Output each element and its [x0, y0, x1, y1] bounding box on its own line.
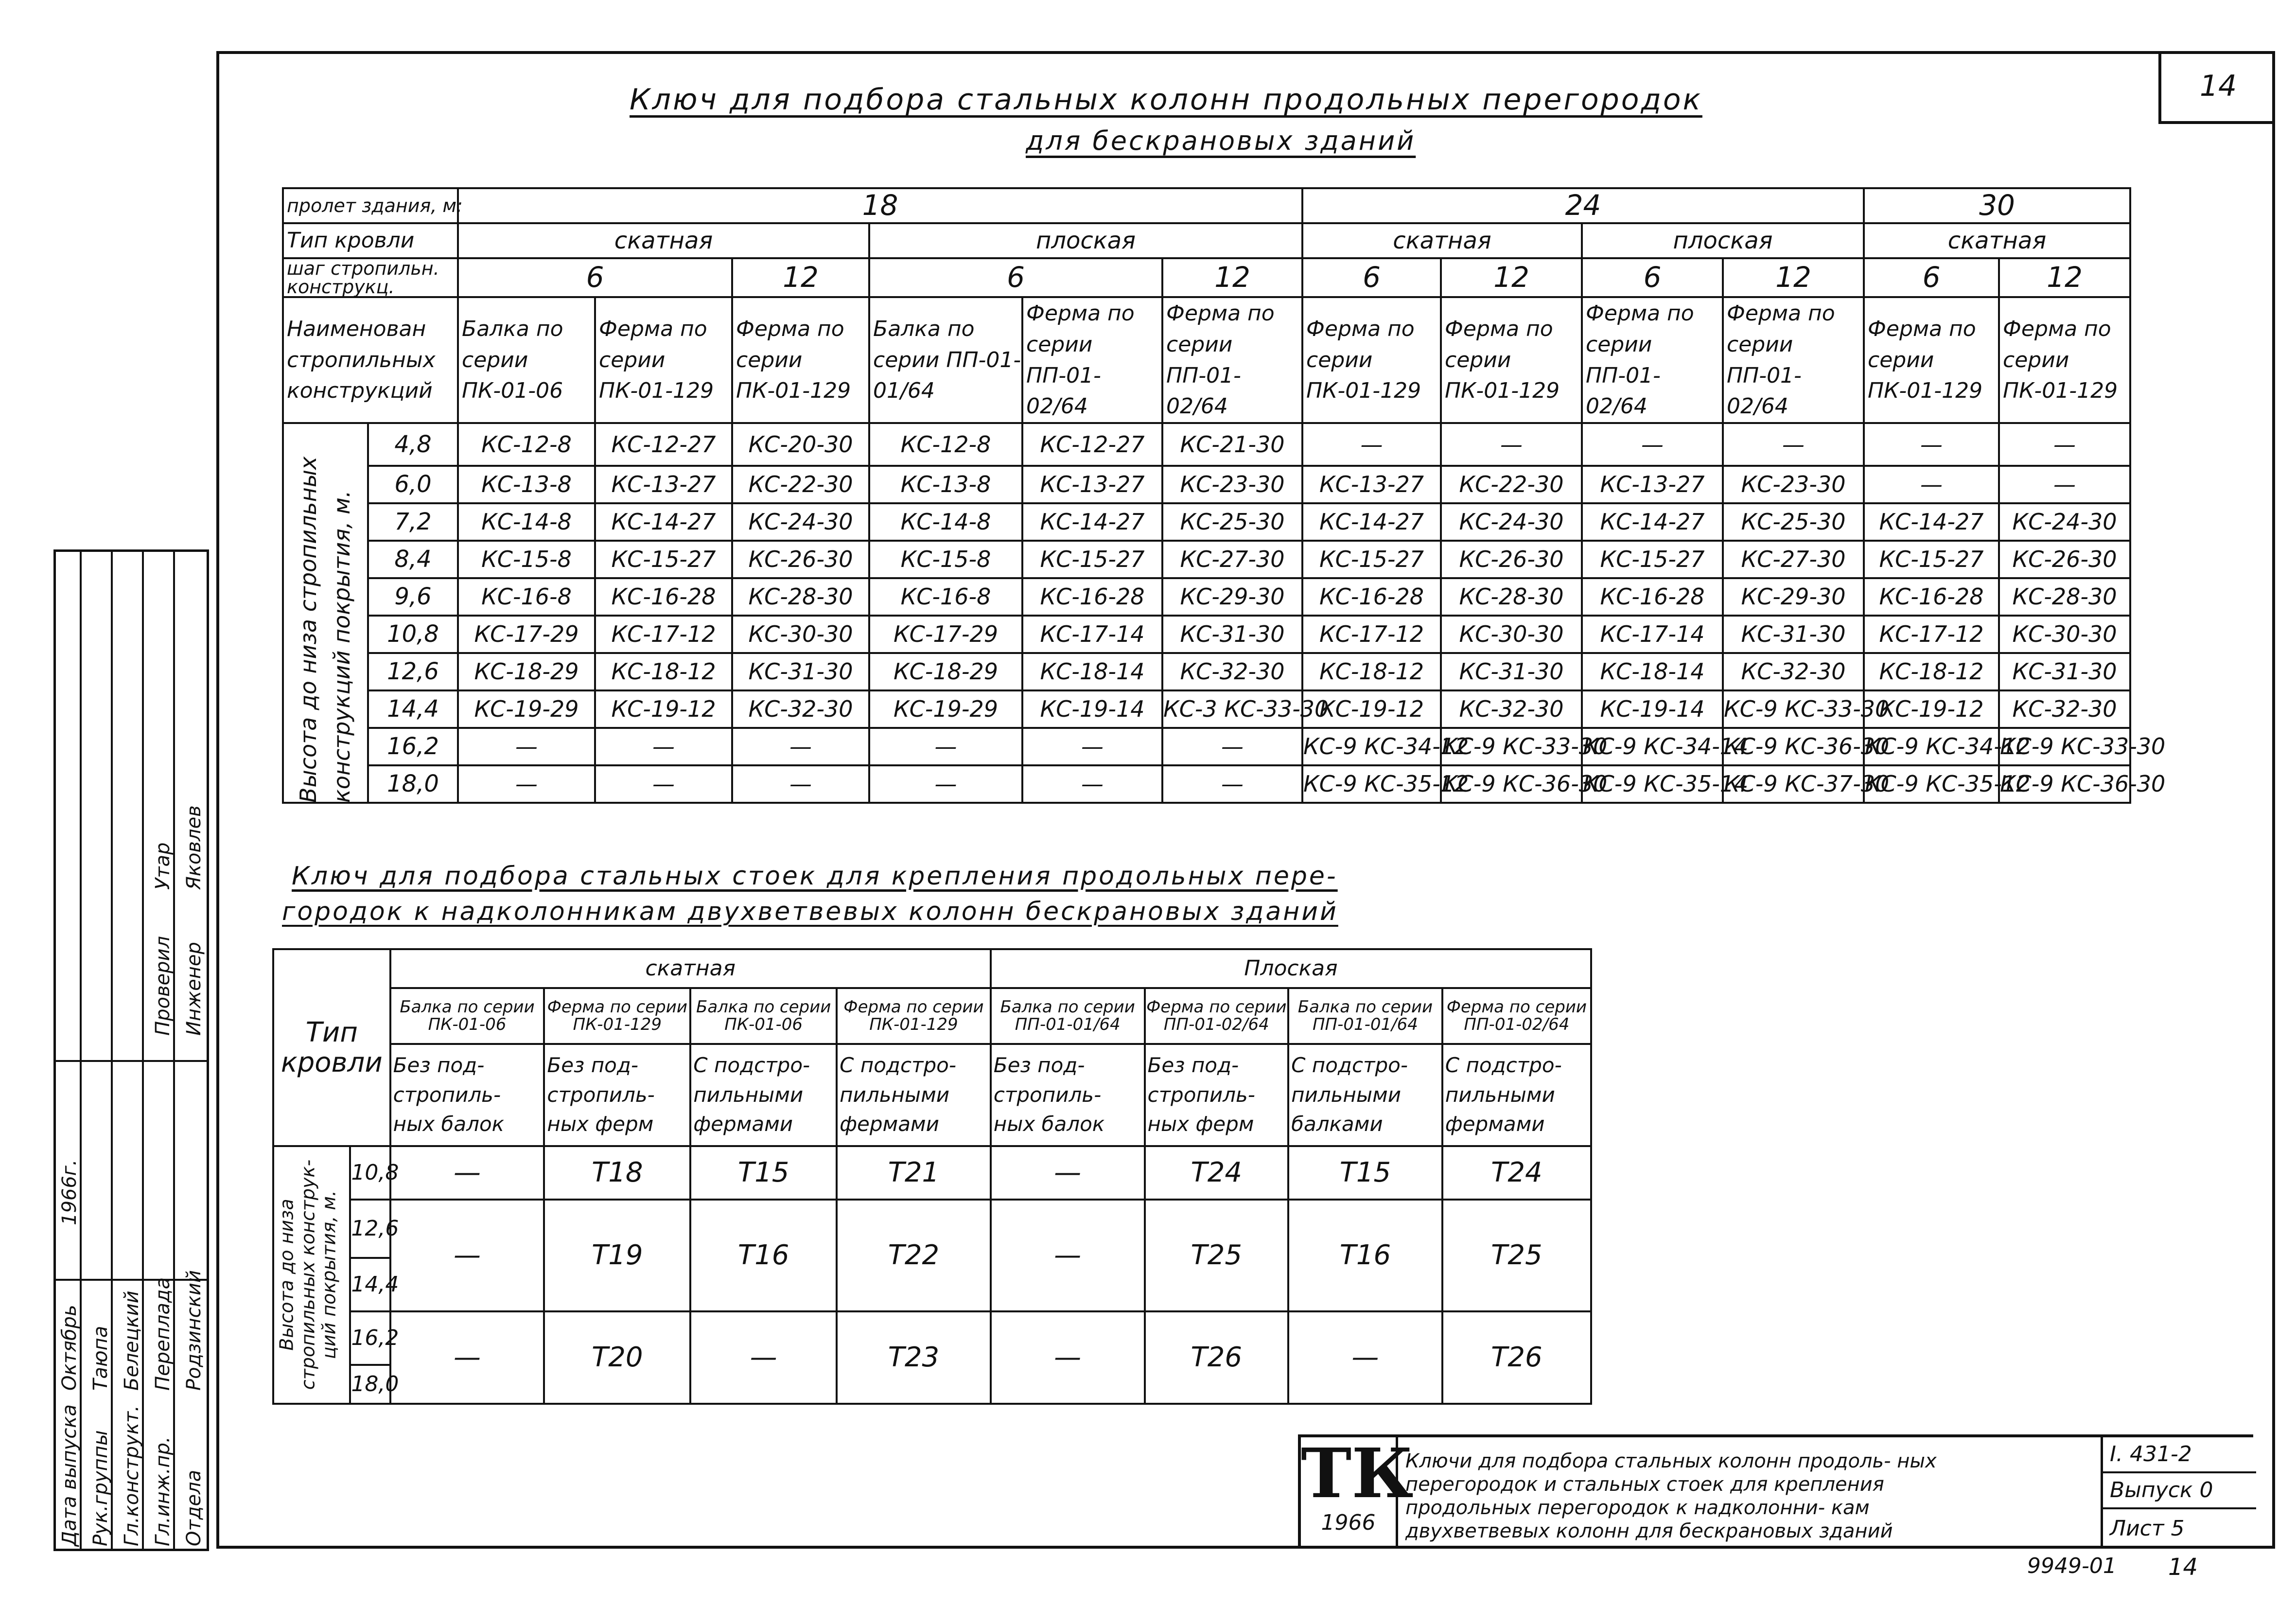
- step-cell: 12: [1441, 258, 1582, 297]
- column-mark-cell: КС-26-30: [732, 541, 869, 578]
- stamp-line: Отдела: [183, 1469, 205, 1546]
- column-mark-cell: КС-16-28: [595, 578, 732, 616]
- post-cell: Т20: [544, 1311, 690, 1404]
- height-cell: 18,0: [350, 1365, 390, 1404]
- desc-cell: Без под- стропиль- ных балок: [991, 1044, 1145, 1146]
- column-mark-cell: КС-22-30: [1441, 466, 1582, 503]
- column-mark-cell: КС-19-29: [869, 690, 1022, 728]
- sheet-number: Лист 5: [2110, 1516, 2185, 1541]
- series-cell: Ферма по серии ПП-01-02/64: [1145, 988, 1289, 1044]
- post-cell: —: [690, 1311, 837, 1404]
- column-mark-cell: —: [1022, 728, 1162, 765]
- stamp-line: Рук.группы: [89, 1430, 112, 1546]
- structure-name: Ферма по серии ПП-01-02/64: [1723, 297, 1864, 423]
- post-cell: Т26: [1145, 1311, 1289, 1404]
- column-mark-cell: КС-31-30: [1441, 653, 1582, 690]
- column-mark-cell: КС-18-14: [1582, 653, 1723, 690]
- column-mark-cell: КС-31-30: [1723, 616, 1864, 653]
- step-header: шаг стропильн. конструкц.: [283, 258, 458, 297]
- structure-name: Ферма по серии ПК-01-129: [1999, 297, 2130, 423]
- post-cell: —: [991, 1311, 1145, 1404]
- series-cell: Балка по серии ПК-01-06: [690, 988, 837, 1044]
- column-mark-cell: КС-22-30: [732, 466, 869, 503]
- column-mark-cell: —: [1864, 423, 1999, 466]
- column-mark-cell: КС-14-8: [869, 503, 1022, 541]
- stamp-line: Таюпа: [89, 1325, 112, 1391]
- desc-cell: С подстро- пильными балками: [1288, 1044, 1442, 1146]
- height-cell: 8,4: [368, 541, 458, 578]
- structure-name: Ферма по серии ПК-01-129: [1302, 297, 1441, 423]
- step-cell: 6: [869, 258, 1162, 297]
- height-cell: 12,6: [350, 1200, 390, 1258]
- post-cell: Т24: [1145, 1146, 1289, 1200]
- logo-year: 1966: [1321, 1510, 1376, 1535]
- column-mark-cell: КС-16-28: [1864, 578, 1999, 616]
- column-mark-cell: КС-9 КС-36-30: [1999, 765, 2130, 803]
- column-mark-cell: КС-9 КС-37-30: [1723, 765, 1864, 803]
- column-mark-cell: КС-13-27: [1582, 466, 1723, 503]
- structure-name: Ферма по серии ПК-01-129: [1864, 297, 1999, 423]
- column-mark-cell: КС-29-30: [1723, 578, 1864, 616]
- column-mark-cell: КС-28-30: [1999, 578, 2130, 616]
- column-mark-cell: КС-18-12: [595, 653, 732, 690]
- column-mark-cell: КС-19-14: [1022, 690, 1162, 728]
- column-mark-cell: —: [1999, 423, 2130, 466]
- column-mark-cell: КС-12-8: [869, 423, 1022, 466]
- column-mark-cell: КС-16-28: [1302, 578, 1441, 616]
- column-mark-cell: —: [869, 765, 1022, 803]
- column-mark-cell: КС-19-12: [1302, 690, 1441, 728]
- post-cell: Т26: [1442, 1311, 1591, 1404]
- posts-key-table: [272, 948, 1592, 1405]
- column-mark-cell: КС-9 КС-36-30: [1441, 765, 1582, 803]
- column-mark-cell: КС-19-12: [1864, 690, 1999, 728]
- height-cell: 9,6: [368, 578, 458, 616]
- column-mark-cell: КС-23-30: [1162, 466, 1302, 503]
- column-mark-cell: —: [1582, 423, 1723, 466]
- column-mark-cell: —: [1999, 466, 2130, 503]
- series-cell: Балка по серии ПК-01-06: [390, 988, 544, 1044]
- desc-cell: Без под- стропиль- ных ферм: [544, 1044, 690, 1146]
- stamp-line: Утар: [152, 842, 174, 890]
- height-cell: 16,2: [368, 728, 458, 765]
- roof-30-pitched: скатная: [1864, 223, 2130, 258]
- column-mark-cell: КС-16-28: [1582, 578, 1723, 616]
- columns-key-table: [282, 187, 2166, 804]
- column-mark-cell: КС-14-27: [1022, 503, 1162, 541]
- column-mark-cell: КС-31-30: [732, 653, 869, 690]
- span-18: 18: [458, 188, 1302, 223]
- column-mark-cell: КС-13-27: [595, 466, 732, 503]
- column-mark-cell: КС-30-30: [732, 616, 869, 653]
- footer-page: 14: [2168, 1554, 2198, 1581]
- column-mark-cell: КС-20-30: [732, 423, 869, 466]
- span-24: 24: [1302, 188, 1864, 223]
- roof-18-flat: плоская: [869, 223, 1302, 258]
- structure-name: Балка по серии ПП-01-01/64: [869, 297, 1022, 423]
- roof-pitched: скатная: [390, 949, 991, 988]
- desc-cell: С подстро- пильными фермами: [1442, 1044, 1591, 1146]
- roof-24-flat: плоская: [1582, 223, 1864, 258]
- post-cell: Т16: [690, 1200, 837, 1311]
- column-mark-cell: КС-14-8: [458, 503, 595, 541]
- column-mark-cell: КС-9 КС-33-30: [1441, 728, 1582, 765]
- second-title-line1: Ключ для подбора стальных стоек для крепления продольных пере-: [292, 862, 1338, 891]
- roof-18-pitched: скатная: [458, 223, 869, 258]
- post-cell: Т16: [1288, 1200, 1442, 1311]
- post-cell: Т18: [544, 1146, 690, 1200]
- series-cell: Балка по серии ПП-01-01/64: [991, 988, 1145, 1044]
- height-cell: 12,6: [368, 653, 458, 690]
- structure-name: Ферма по серии ПП-01-02/64: [1162, 297, 1302, 423]
- series-cell: Ферма по серии ПП-01-02/64: [1442, 988, 1591, 1044]
- height-cell: 14,4: [350, 1258, 390, 1311]
- column-mark-cell: —: [595, 765, 732, 803]
- column-mark-cell: КС-30-30: [1441, 616, 1582, 653]
- step-cell: 6: [1864, 258, 1999, 297]
- column-mark-cell: —: [1441, 423, 1582, 466]
- column-mark-cell: КС-30-30: [1999, 616, 2130, 653]
- series-cell: Ферма по серии ПК-01-129: [837, 988, 991, 1044]
- column-mark-cell: КС-29-30: [1162, 578, 1302, 616]
- column-mark-cell: КС-31-30: [1999, 653, 2130, 690]
- desc-cell: Без под- стропиль- ных балок: [390, 1044, 544, 1146]
- approval-stamp: [53, 549, 209, 1551]
- column-mark-cell: —: [458, 728, 595, 765]
- column-mark-cell: КС-13-27: [1022, 466, 1162, 503]
- stamp-line: Белецкий: [121, 1290, 143, 1391]
- column-mark-cell: —: [869, 728, 1022, 765]
- column-mark-cell: КС-15-27: [1864, 541, 1999, 578]
- column-mark-cell: КС-14-27: [1582, 503, 1723, 541]
- column-mark-cell: КС-26-30: [1441, 541, 1582, 578]
- title-block-right: [2101, 1437, 2256, 1549]
- post-cell: —: [390, 1146, 544, 1200]
- column-mark-cell: —: [595, 728, 732, 765]
- series-cell: Балка по серии ПП-01-01/64: [1288, 988, 1442, 1044]
- second-title-line2: городок к надколонникам двухветвевых колонн бескрановых зданий: [282, 897, 1338, 926]
- column-mark-cell: КС-32-30: [1723, 653, 1864, 690]
- desc-cell: С подстро- пильными фермами: [837, 1044, 991, 1146]
- height-cell: 14,4: [368, 690, 458, 728]
- step-cell: 6: [1582, 258, 1723, 297]
- stamp-line: Октябрь: [58, 1305, 81, 1391]
- stamp-line: Инженер: [183, 942, 205, 1036]
- column-mark-cell: КС-12-27: [1022, 423, 1162, 466]
- column-mark-cell: —: [732, 765, 869, 803]
- column-mark-cell: КС-27-30: [1162, 541, 1302, 578]
- column-mark-cell: КС-16-28: [1022, 578, 1162, 616]
- step-cell: 6: [458, 258, 732, 297]
- height-cell: 6,0: [368, 466, 458, 503]
- step-cell: 6: [1302, 258, 1441, 297]
- column-mark-cell: —: [1022, 765, 1162, 803]
- post-cell: Т25: [1442, 1200, 1591, 1311]
- main-title: Ключ для подбора стальных колонн продольных перегородок: [630, 83, 1702, 117]
- column-mark-cell: КС-9 КС-34-12: [1864, 728, 1999, 765]
- roof-type-header: Тип кровли: [283, 223, 458, 258]
- column-mark-cell: КС-28-30: [732, 578, 869, 616]
- column-mark-cell: КС-15-27: [595, 541, 732, 578]
- column-mark-cell: КС-24-30: [732, 503, 869, 541]
- post-cell: Т21: [837, 1146, 991, 1200]
- post-cell: Т15: [1288, 1146, 1442, 1200]
- post-cell: Т25: [1145, 1200, 1289, 1311]
- column-mark-cell: КС-25-30: [1723, 503, 1864, 541]
- structure-name: Ферма по серии ПК-01-129: [1441, 297, 1582, 423]
- footer-code: 9949-01: [2027, 1554, 2117, 1578]
- sheet-corner-number: 14: [2158, 51, 2275, 124]
- roof-flat: Плоская: [991, 949, 1591, 988]
- stamp-line: Родзинский: [183, 1270, 205, 1391]
- step-cell: 12: [732, 258, 869, 297]
- post-cell: —: [390, 1200, 544, 1311]
- column-mark-cell: КС-21-30: [1162, 423, 1302, 466]
- column-mark-cell: КС-32-30: [1162, 653, 1302, 690]
- column-mark-cell: КС-17-12: [1864, 616, 1999, 653]
- column-mark-cell: КС-17-29: [458, 616, 595, 653]
- post-cell: —: [1288, 1311, 1442, 1404]
- roof-24-pitched: скатная: [1302, 223, 1582, 258]
- column-mark-cell: КС-26-30: [1999, 541, 2130, 578]
- column-mark-cell: КС-12-27: [595, 423, 732, 466]
- post-cell: —: [991, 1200, 1145, 1311]
- column-mark-cell: КС-15-8: [869, 541, 1022, 578]
- height-vertical-label: Высота до низа стропильных конструкций покрытия, м.: [283, 423, 368, 803]
- stamp-line: Проверил: [152, 936, 174, 1036]
- column-mark-cell: КС-14-27: [595, 503, 732, 541]
- column-mark-cell: КС-32-30: [732, 690, 869, 728]
- column-mark-cell: КС-31-30: [1162, 616, 1302, 653]
- column-mark-cell: КС-16-8: [869, 578, 1022, 616]
- series-code: I. 431-2: [2103, 1437, 2256, 1473]
- desc-cell: С подстро- пильными фермами: [690, 1044, 837, 1146]
- post-cell: Т19: [544, 1200, 690, 1311]
- post-cell: Т15: [690, 1146, 837, 1200]
- column-mark-cell: КС-27-30: [1723, 541, 1864, 578]
- column-mark-cell: КС-9 КС-34-12: [1302, 728, 1441, 765]
- column-mark-cell: КС-9 КС-33-30: [1999, 728, 2130, 765]
- column-mark-cell: —: [1162, 765, 1302, 803]
- tk-logo: ТК 1966: [1301, 1437, 1398, 1549]
- step-cell: 12: [1999, 258, 2130, 297]
- height-cell: 4,8: [368, 423, 458, 466]
- column-mark-cell: КС-13-8: [458, 466, 595, 503]
- column-mark-cell: КС-18-29: [869, 653, 1022, 690]
- column-mark-cell: —: [1864, 466, 1999, 503]
- issue-number: Выпуск 0: [2103, 1473, 2256, 1509]
- structure-name-header: Наименован стропильных конструкций: [283, 297, 458, 423]
- stamp-line: Гл.инж.пр.: [152, 1436, 174, 1546]
- column-mark-cell: КС-25-30: [1162, 503, 1302, 541]
- structure-name: Балка по серии ПК-01-06: [458, 297, 595, 423]
- column-mark-cell: КС-17-29: [869, 616, 1022, 653]
- roof-type-header: Тип кровли: [273, 949, 390, 1146]
- column-mark-cell: КС-24-30: [1999, 503, 2130, 541]
- column-mark-cell: КС-16-8: [458, 578, 595, 616]
- column-mark-cell: КС-32-30: [1441, 690, 1582, 728]
- column-mark-cell: КС-3 КС-33-30: [1162, 690, 1302, 728]
- column-mark-cell: КС-15-8: [458, 541, 595, 578]
- step-cell: 12: [1162, 258, 1302, 297]
- column-mark-cell: КС-9 КС-33-30: [1723, 690, 1864, 728]
- column-mark-cell: КС-13-8: [869, 466, 1022, 503]
- post-cell: Т24: [1442, 1146, 1591, 1200]
- stamp-line: Яковлев: [183, 805, 205, 890]
- series-cell: Ферма по серии ПК-01-129: [544, 988, 690, 1044]
- desc-cell: Без под- стропиль- ных ферм: [1145, 1044, 1289, 1146]
- span-30: 30: [1864, 188, 2130, 223]
- column-mark-cell: КС-24-30: [1441, 503, 1582, 541]
- column-mark-cell: КС-18-12: [1864, 653, 1999, 690]
- height-cell: 10,8: [368, 616, 458, 653]
- step-cell: 12: [1723, 258, 1864, 297]
- stamp-line: Гл.конструкт.: [121, 1405, 143, 1546]
- column-mark-cell: КС-23-30: [1723, 466, 1864, 503]
- column-mark-cell: КС-19-29: [458, 690, 595, 728]
- height-cell: 7,2: [368, 503, 458, 541]
- structure-name: Ферма по серии ПК-01-129: [732, 297, 869, 423]
- column-mark-cell: КС-17-14: [1022, 616, 1162, 653]
- column-mark-cell: —: [1162, 728, 1302, 765]
- main-subtitle: для бескрановых зданий: [1026, 125, 1416, 156]
- column-mark-cell: КС-18-29: [458, 653, 595, 690]
- column-mark-cell: КС-9 КС-35-12: [1302, 765, 1441, 803]
- column-mark-cell: КС-18-14: [1022, 653, 1162, 690]
- stamp-line: Переплада: [152, 1277, 174, 1391]
- column-mark-cell: КС-18-12: [1302, 653, 1441, 690]
- drawing-description: Ключи для подбора стальных колонн продоль- ных перегородок и стальных стоек для крепления продольных перегородок к надколонни- кам двухветвевых колонн для бескрановых зданий: [1405, 1450, 1937, 1542]
- column-mark-cell: —: [1302, 423, 1441, 466]
- column-mark-cell: КС-14-27: [1864, 503, 1999, 541]
- column-mark-cell: КС-12-8: [458, 423, 595, 466]
- structure-name: Ферма по серии ПП-01-02/64: [1022, 297, 1162, 423]
- column-mark-cell: КС-32-30: [1999, 690, 2130, 728]
- column-mark-cell: КС-15-27: [1302, 541, 1441, 578]
- column-mark-cell: КС-17-14: [1582, 616, 1723, 653]
- column-mark-cell: —: [1723, 423, 1864, 466]
- column-mark-cell: КС-9 КС-35-14: [1582, 765, 1723, 803]
- column-mark-cell: —: [458, 765, 595, 803]
- column-mark-cell: КС-17-12: [595, 616, 732, 653]
- column-mark-cell: КС-13-27: [1302, 466, 1441, 503]
- height-cell: 10,8: [350, 1146, 390, 1200]
- title-block: [1298, 1434, 2253, 1549]
- structure-name: Ферма по серии ПК-01-129: [595, 297, 732, 423]
- column-mark-cell: КС-15-27: [1582, 541, 1723, 578]
- column-mark-cell: КС-9 КС-36-30: [1723, 728, 1864, 765]
- column-mark-cell: КС-14-27: [1302, 503, 1441, 541]
- column-mark-cell: КС-17-12: [1302, 616, 1441, 653]
- post-cell: —: [991, 1146, 1145, 1200]
- post-cell: Т23: [837, 1311, 991, 1404]
- column-mark-cell: КС-19-14: [1582, 690, 1723, 728]
- height-cell: 18,0: [368, 765, 458, 803]
- stamp-year: 1966г.: [58, 1159, 81, 1225]
- column-mark-cell: КС-19-12: [595, 690, 732, 728]
- height-vertical-label: Высота до низа стропильных конструк- ций покрытия, м.: [273, 1146, 350, 1404]
- column-mark-cell: КС-9 КС-34-14: [1582, 728, 1723, 765]
- column-mark-cell: КС-28-30: [1441, 578, 1582, 616]
- post-cell: Т22: [837, 1200, 991, 1311]
- stamp-line: Дата выпуска: [58, 1404, 81, 1546]
- column-mark-cell: КС-9 КС-35-12: [1864, 765, 1999, 803]
- post-cell: —: [390, 1311, 544, 1404]
- column-mark-cell: —: [732, 728, 869, 765]
- height-cell: 16,2: [350, 1311, 390, 1365]
- column-mark-cell: КС-15-27: [1022, 541, 1162, 578]
- span-header: пролет здания, м:: [283, 188, 458, 223]
- structure-name: Ферма по серии ПП-01-02/64: [1582, 297, 1723, 423]
